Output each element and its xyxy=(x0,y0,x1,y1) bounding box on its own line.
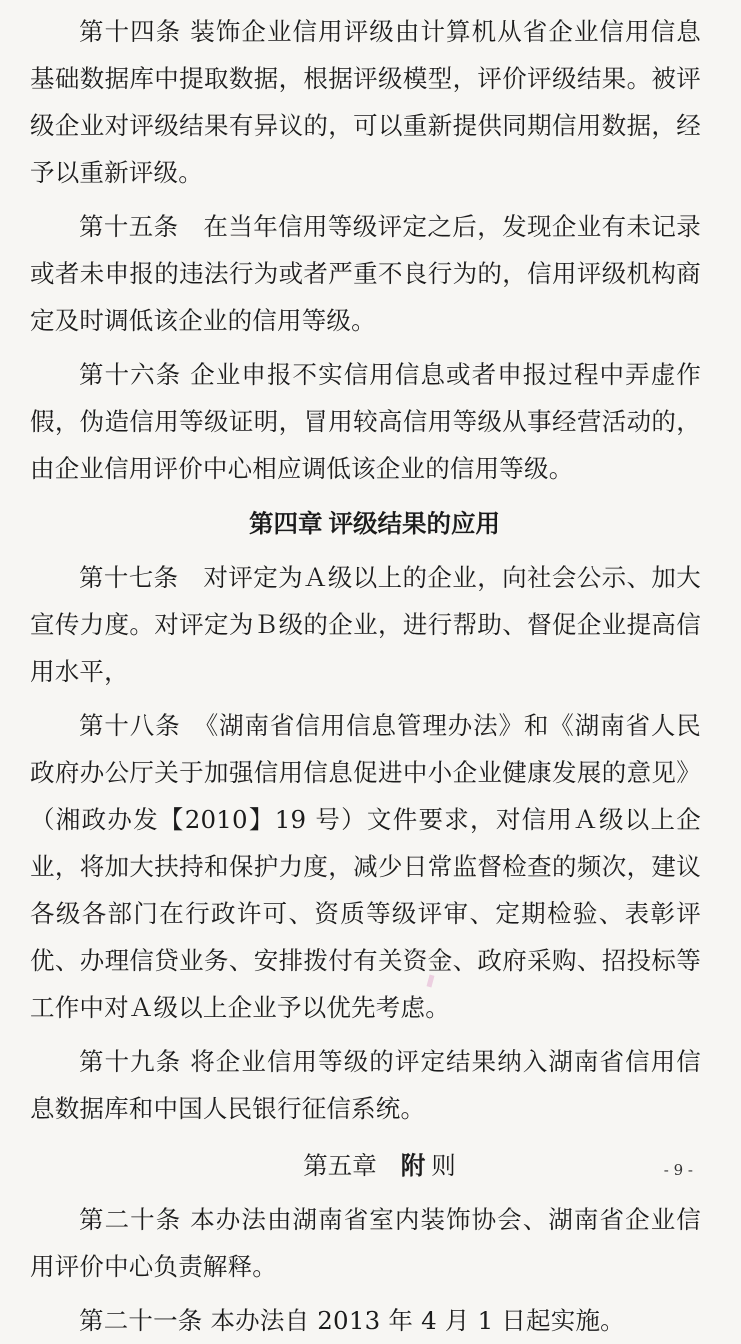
chapter-5-heading xyxy=(30,1142,701,1189)
article-15: 第十五条 在当年信用等级评定之后，发现企业有未记录或者未申报的违法行为或者严重不良行为的，信用评级机构商定及时调低该企业的信用等级。 xyxy=(30,212,701,335)
article-20: 第二十条 本办法由湖南省室内装饰协会、湖南省企业信用评价中心负责解释。 xyxy=(30,1205,701,1281)
article-19: 第十九条 将企业信用等级的评定结果纳入湖南省信用信息数据库和中国人民银行征信系统。 xyxy=(30,1047,701,1123)
chapter-5-title-b: 则 xyxy=(431,1151,456,1180)
article-17: 第十七条 对评定为Ａ级以上的企业，向社会公示、加大宣传力度。对评定为Ｂ级的企业，进行帮助、督促企业提高信用水平， xyxy=(30,563,701,686)
chapter-4-number: 第四章 xyxy=(249,509,323,538)
page-number: - 9 - xyxy=(663,1161,693,1179)
chapter-4-title: 评级结果的应用 xyxy=(328,509,500,538)
chapter-5-title-a: 附 xyxy=(400,1151,426,1180)
article-16: 第十六条 企业申报不实信用信息或者申报过程中弄虚作假，伪造信用等级证明，冒用较高信用等级从事经营活动的，由企业信用评价中心相应调低该企业的信用等级。 xyxy=(30,360,701,483)
chapter-4-heading xyxy=(30,500,701,547)
article-18: 第十八条 《湖南省信用信息管理办法》和《湖南省人民政府办公厅关于加强信用信息促进中小企业健康发展的意见》（湘政办发【2010】19 号）文件要求，对信用Ａ级以上企业，将加大扶持和保护力度，减少日常监督检查的频次，建议各级各部门在行政许可、资质等级评审、定期检验、表彰评优、办理信贷业务、安排拨付有关资金、政府采购、招投标等工作中对Ａ级以上企业予以优先考虑。 xyxy=(30,711,701,1022)
chapter-5-number: 第五章 xyxy=(303,1151,377,1180)
article-21: 第二十一条 本办法自 2013 年 4 月 1 日起实施。 xyxy=(79,1306,625,1335)
article-14: 第十四条 装饰企业信用评级由计算机从省企业信用信息基础数据库中提取数据，根据评级模型，评价评级结果。被评级企业对评级结果有异议的，可以重新提供同期信用数据，经予以重新评级。 xyxy=(30,17,701,187)
